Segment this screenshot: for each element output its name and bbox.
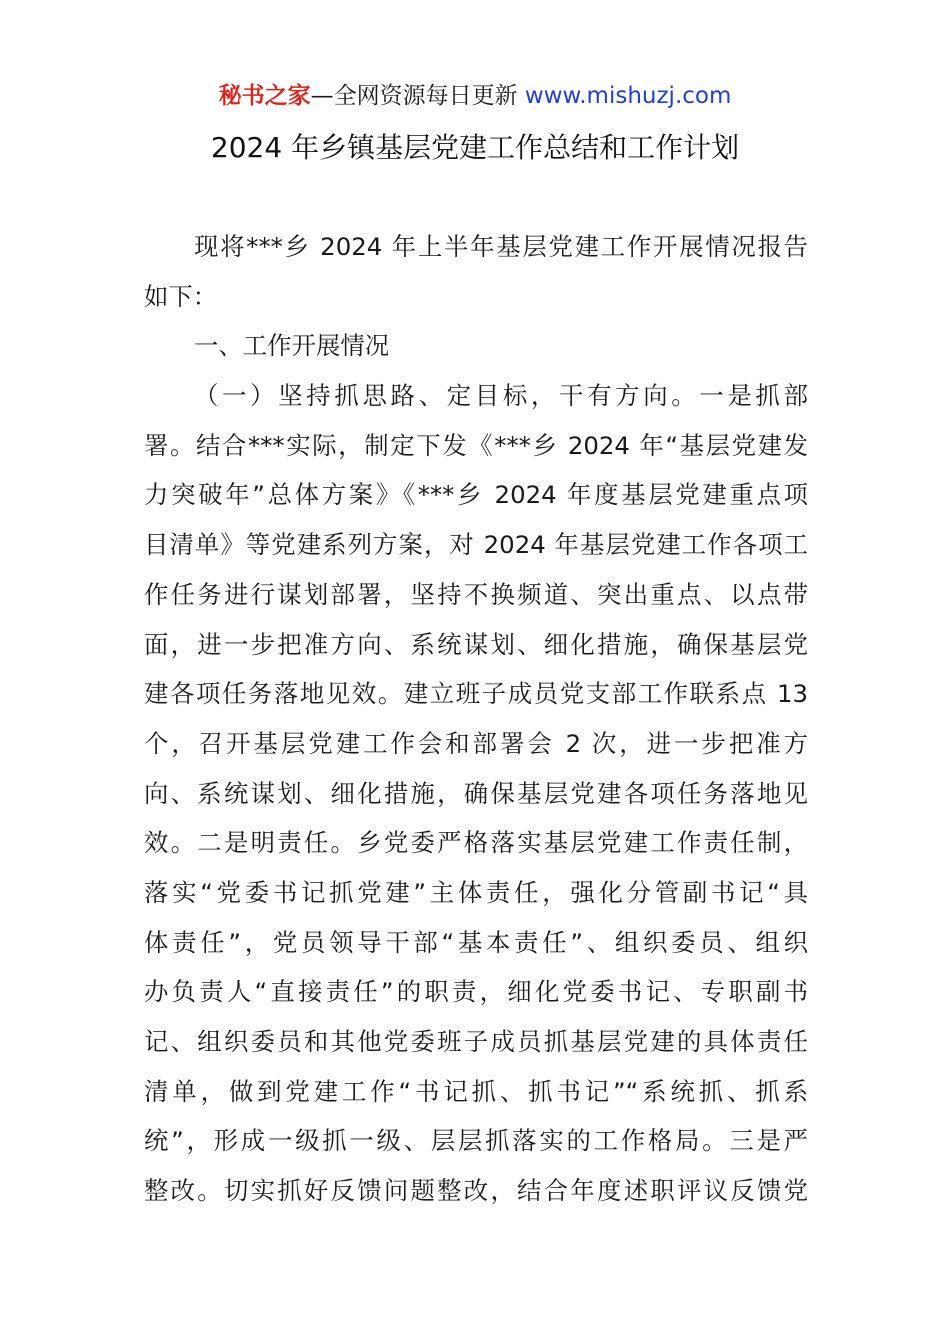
site-header bbox=[0, 80, 950, 112]
header-tagline: —全网资源每日更新 bbox=[310, 83, 525, 109]
paragraph-line: 体责任”，党员领导干部“基本责任”、组织委员、组织 bbox=[144, 927, 808, 957]
document-body bbox=[144, 222, 808, 1216]
paragraph-line: 目清单》等党建系列方案，对 2024 年基层党建工作各项工 bbox=[144, 530, 808, 560]
paragraph-line: 署。结合***实际，制定下发《***乡 2024 年“基层党建发 bbox=[144, 430, 808, 460]
paragraph-line: 建各项任务落地见效。建立班子成员党支部工作联系点 13 bbox=[144, 679, 808, 709]
paragraph-line: 作任务进行谋划部署，坚持不换频道、突出重点、以点带 bbox=[144, 579, 808, 609]
paragraph-line: 落实“党委书记抓党建”主体责任，强化分管副书记“具 bbox=[144, 877, 808, 907]
paragraph-line: 统”，形成一级抓一级、层层抓落实的工作格局。三是严 bbox=[144, 1126, 808, 1156]
paragraph-line: 个，召开基层党建工作会和部署会 2 次，进一步把准方 bbox=[144, 728, 808, 758]
paragraph-line: 面，进一步把准方向、系统谋划、细化措施，确保基层党 bbox=[144, 629, 808, 659]
website-link[interactable]: www.mishuzj.com bbox=[524, 83, 732, 109]
document-title: 2024 年乡镇基层党建工作总结和工作计划 bbox=[210, 131, 740, 164]
section-heading: 一、工作开展情况 bbox=[194, 331, 390, 361]
paragraph-line: 向、系统谋划、细化措施，确保基层党建各项任务落地见 bbox=[144, 778, 808, 808]
paragraph-line: 记、组织委员和其他党委班子成员抓基层党建的具体责任 bbox=[144, 1027, 808, 1056]
paragraph-line: 如下： bbox=[144, 281, 218, 311]
paragraph-line: 整改。切实抓好反馈问题整改，结合年度述职评议反馈党 bbox=[144, 1176, 808, 1206]
paragraph-line: 现将***乡 2024 年上半年基层党建工作开展情况报告 bbox=[194, 232, 808, 261]
brand-name: 秘书之家 bbox=[218, 83, 311, 109]
paragraph-line: 效。二是明责任。乡党委严格落实基层党建工作责任制， bbox=[144, 828, 808, 858]
paragraph-line: 力突破年”总体方案》《***乡 2024 年度基层党建重点项 bbox=[144, 480, 808, 510]
paragraph-line: 清单，做到党建工作“书记抓、抓书记”“系统抓、抓系 bbox=[144, 1076, 808, 1106]
paragraph-line: （一）坚持抓思路、定目标，干有方向。一是抓部 bbox=[194, 381, 808, 411]
paragraph-line: 办负责人“直接责任”的职责，细化党委书记、专职副书 bbox=[144, 977, 808, 1007]
